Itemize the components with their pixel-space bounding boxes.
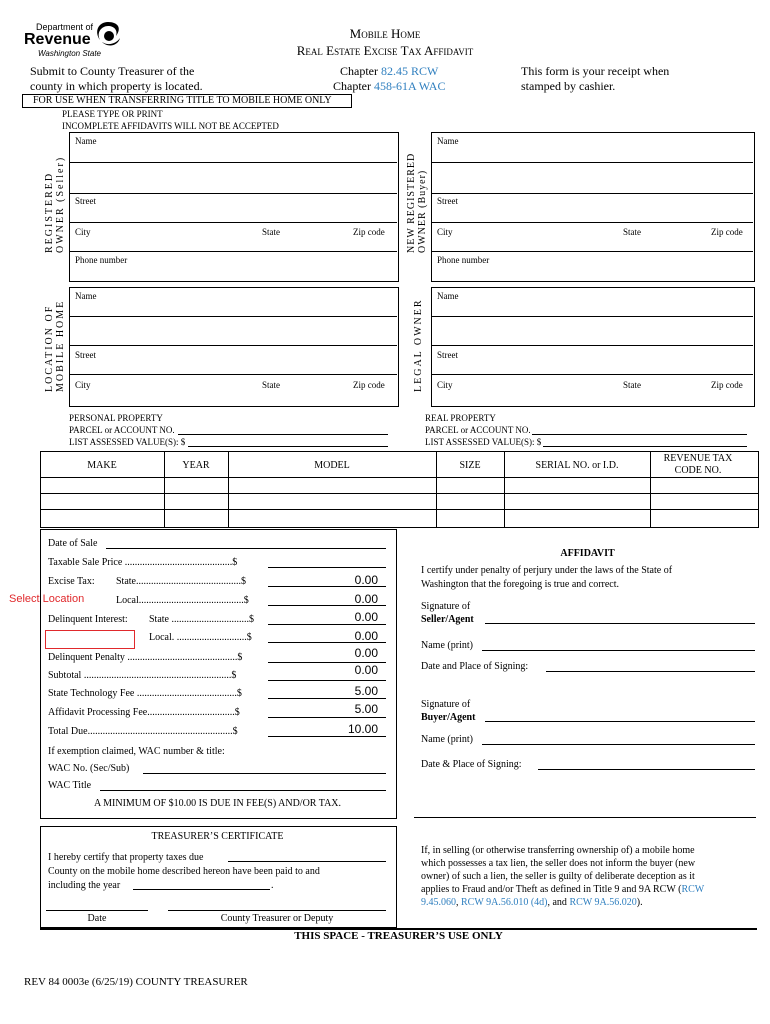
buyer-state-label: State [623, 227, 641, 237]
notice-line4-text: applies to Fraud and/or Theft as defined in Title 9 and 9A RCW ( [421, 884, 682, 895]
processing-fee-label: Affidavit Processing Fee...................................$ [48, 707, 240, 718]
col-serial: SERIAL NO. or I.D. [535, 460, 619, 471]
excise-state-value: 0.00 [354, 573, 378, 587]
seller-name-print-field[interactable] [482, 650, 755, 651]
legal-owner-section-label [413, 298, 424, 392]
legal-label: LEGAL OWNER [413, 298, 424, 392]
delinquent-penalty-label: Delinquent Penalty ............................................$ [48, 652, 243, 663]
rcw-link-2[interactable]: RCW 9A.56.010 (4d) [461, 897, 548, 908]
wac-link[interactable]: 458-61A WAC [374, 79, 446, 93]
notice-sep2: , and [547, 897, 570, 908]
wac-no-field[interactable] [143, 773, 386, 774]
logo-line3: Washington State [38, 49, 102, 58]
personal-property-label: PERSONAL PROPERTY [69, 413, 163, 423]
personal-assessed-label: LIST ASSESSED VALUE(S): $ [69, 437, 186, 447]
logo-line2: Revenue [24, 31, 91, 48]
notice-line2: which possesses a tax lien, the seller does not inform the buyer (new [421, 858, 696, 869]
col-size: SIZE [459, 460, 481, 471]
real-assessed-field[interactable] [543, 446, 747, 447]
treasurer-deputy-label: County Treasurer or Deputy [220, 913, 334, 924]
location-city-label: City [75, 380, 91, 390]
excise-state-label: State..........................................$ [116, 576, 246, 587]
receipt-line1: This form is your receipt when [521, 64, 670, 78]
location-state-label: State [262, 380, 280, 390]
total-due-label: Total Due..........................................................$ [48, 726, 238, 737]
affidavit-title: AFFIDAVIT [560, 548, 615, 559]
rcw-link-1b[interactable]: 9.45.060 [421, 897, 456, 908]
tax-lien-notice [421, 844, 751, 909]
minimum-notice: A MINIMUM OF $10.00 IS DUE IN FEE(S) AND/OR TAX. [93, 798, 342, 809]
di-state-label: State ...............................$ [149, 614, 254, 625]
seller-label-2: OWNER (Seller) [55, 155, 66, 253]
seller-name-print-label: Name (print) [421, 640, 473, 651]
affidavit-certify-2: Washington that the foregoing is true and correct. [421, 579, 620, 590]
total-due-value: 10.00 [347, 722, 378, 736]
form-id: REV 84 0003e (6/25/19) COUNTY TREASURER [24, 976, 248, 988]
subtotal-value: 0.00 [354, 663, 378, 677]
real-parcel-field[interactable] [532, 434, 747, 435]
excise-local-value: 0.00 [354, 592, 378, 606]
location-section-label [44, 300, 66, 392]
seller-signature-label-2: Seller/Agent [421, 614, 474, 625]
buyer-name-label: Name [437, 136, 459, 146]
processing-fee-value: 5.00 [354, 702, 378, 716]
seller-state-label: State [262, 227, 280, 237]
wac-title-field[interactable] [100, 790, 386, 791]
treasurer-date-label: Date [87, 913, 107, 924]
subtotal-label: Subtotal ...........................................................$ [48, 670, 237, 681]
buyer-city-label: City [437, 227, 453, 237]
affidavit-certify-1: I certify under penalty of perjury under the laws of the State of [421, 565, 673, 576]
personal-parcel-label: PARCEL or ACCOUNT NO. [69, 425, 175, 435]
location-label-2: MOBILE HOME [55, 299, 66, 392]
buyer-signature-label-1: Signature of [421, 699, 471, 710]
legal-street-label: Street [437, 350, 458, 360]
please-type: PLEASE TYPE OR PRINT [62, 109, 163, 119]
buyer-label-2: OWNER (Buyer) [417, 169, 428, 253]
legal-state-label: State [623, 380, 641, 390]
col-year: YEAR [182, 460, 210, 471]
buyer-street-label: Street [437, 196, 458, 206]
select-location-label[interactable]: Select Location [9, 593, 85, 605]
use-when-banner [22, 94, 352, 108]
notice-line4 [421, 883, 751, 896]
submit-line1: Submit to County Treasurer of the [30, 64, 195, 78]
treasurer-date-field[interactable] [46, 910, 148, 911]
buyer-label-1: NEW REGISTERED [406, 152, 417, 253]
taxable-sale-price-label: Taxable Sale Price ...........................................$ [48, 557, 238, 568]
location-zip-label: Zip code [353, 380, 385, 390]
taxable-sale-price-field[interactable] [268, 567, 386, 568]
di-local-label: Local. ............................$ [149, 632, 252, 643]
col-make: MAKE [87, 460, 117, 471]
incomplete-notice: INCOMPLETE AFFIDAVITS WILL NOT BE ACCEPTED [62, 121, 279, 131]
legal-owner-box [431, 287, 755, 407]
personal-parcel-field[interactable] [178, 434, 388, 435]
logo-swoosh-icon [92, 20, 124, 50]
date-of-sale-label: Date of Sale [48, 538, 98, 549]
seller-city-label: City [75, 227, 91, 237]
excise-tax-label: Excise Tax: [48, 576, 95, 587]
chapter-1 [340, 64, 438, 79]
col-revenue-code: REVENUE TAX CODE NO. [663, 453, 733, 476]
location-box [69, 287, 399, 407]
buyer-name-print-label: Name (print) [421, 734, 473, 745]
chapter-2 [333, 79, 445, 94]
use-when-text: FOR USE WHEN TRANSFERRING TITLE TO MOBILE HOME ONLY [33, 95, 332, 106]
select-location-dropdown[interactable] [45, 630, 135, 649]
delinquent-penalty-value: 0.00 [354, 646, 378, 660]
buyer-name-print-field[interactable] [482, 744, 755, 745]
rcw-link-1a[interactable]: RCW [681, 884, 705, 895]
buyer-date-place-field[interactable] [538, 769, 755, 770]
rcw-link-3[interactable]: RCW 9A.56.020 [569, 897, 637, 908]
submit-line2: county in which property is located. [30, 79, 203, 93]
treasurer-use-only: THIS SPACE - TREASURER’S USE ONLY [294, 930, 503, 942]
treasurer-county-field[interactable] [228, 861, 386, 862]
buyer-zip-label: Zip code [711, 227, 743, 237]
treasurer-cert-title: TREASURER’S CERTIFICATE [151, 831, 284, 842]
location-label-1: LOCATION OF [44, 304, 55, 392]
wac-no-label: WAC No. (Sec/Sub) [48, 763, 130, 774]
chapter-1-prefix: Chapter [340, 64, 381, 78]
seller-date-place-field[interactable] [546, 671, 755, 672]
location-name-label: Name [75, 291, 97, 301]
notice-sep1: , [456, 897, 461, 908]
notice-end: ). [636, 897, 643, 908]
seller-signature-field[interactable] [485, 623, 755, 624]
notice-line5 [421, 896, 751, 909]
seller-signature-label-1: Signature of [421, 601, 471, 612]
seller-section-label [44, 156, 66, 253]
treasurer-signature-field[interactable] [168, 910, 386, 911]
date-of-sale-field[interactable] [106, 548, 386, 549]
location-street-label: Street [75, 350, 96, 360]
treasurer-line2: County on the mobile home described hereon have been paid to and [48, 866, 320, 877]
buyer-phone-label: Phone number [437, 255, 490, 265]
seller-label-1: REGISTERED [44, 171, 55, 253]
seller-date-place-label: Date and Place of Signing: [421, 661, 529, 672]
form-title-line1: Mobile Home [349, 26, 421, 41]
delinquent-interest-label: Delinquent Interest: [48, 614, 128, 625]
logo [22, 20, 132, 60]
treasurer-line3: including the year [48, 880, 121, 891]
col-model: MODEL [314, 460, 350, 471]
legal-name-label: Name [437, 291, 459, 301]
seller-street-label: Street [75, 196, 96, 206]
buyer-date-place-label: Date & Place of Signing: [421, 759, 522, 770]
di-state-value: 0.00 [354, 610, 378, 624]
buyer-section-label [406, 153, 428, 253]
seller-name-label: Name [75, 136, 97, 146]
logo-line1: Department of [36, 22, 94, 32]
di-local-value: 0.00 [354, 629, 378, 643]
tech-fee-value: 5.00 [354, 684, 378, 698]
tech-fee-label: State Technology Fee ........................................$ [48, 688, 242, 699]
treasurer-line1: I hereby certify that property taxes due [48, 852, 204, 863]
chapter-2-prefix: Chapter [333, 79, 374, 93]
excise-local-label: Local..........................................$ [116, 595, 249, 606]
exemption-label: If exemption claimed, WAC number & title: [48, 746, 225, 757]
notice-line1: If, in selling (or otherwise transferring ownership of) a mobile home [421, 845, 695, 856]
real-parcel-label: PARCEL or ACCOUNT NO. [425, 425, 531, 435]
real-assessed-label: LIST ASSESSED VALUE(S): $ [425, 437, 542, 447]
receipt-line2: stamped by cashier. [521, 79, 616, 93]
buyer-signature-label-2: Buyer/Agent [421, 712, 476, 723]
real-property-label: REAL PROPERTY [425, 413, 496, 423]
personal-assessed-field[interactable] [188, 446, 388, 447]
seller-phone-label: Phone number [75, 255, 128, 265]
legal-zip-label: Zip code [711, 380, 743, 390]
legal-city-label: City [437, 380, 453, 390]
notice-line3: owner) of such a lien, the seller is guilty of deliberate deception as it [421, 871, 695, 882]
seller-zip-label: Zip code [353, 227, 385, 237]
treasurer-year-field[interactable] [133, 889, 270, 890]
seller-name-input[interactable] [70, 146, 396, 192]
rcw-link[interactable]: 82.45 RCW [381, 64, 439, 78]
buyer-signature-field[interactable] [485, 721, 755, 722]
form-title-line2: Real Estate Excise Tax Affidavit [296, 43, 474, 58]
wac-title-label: WAC Title [48, 780, 92, 791]
